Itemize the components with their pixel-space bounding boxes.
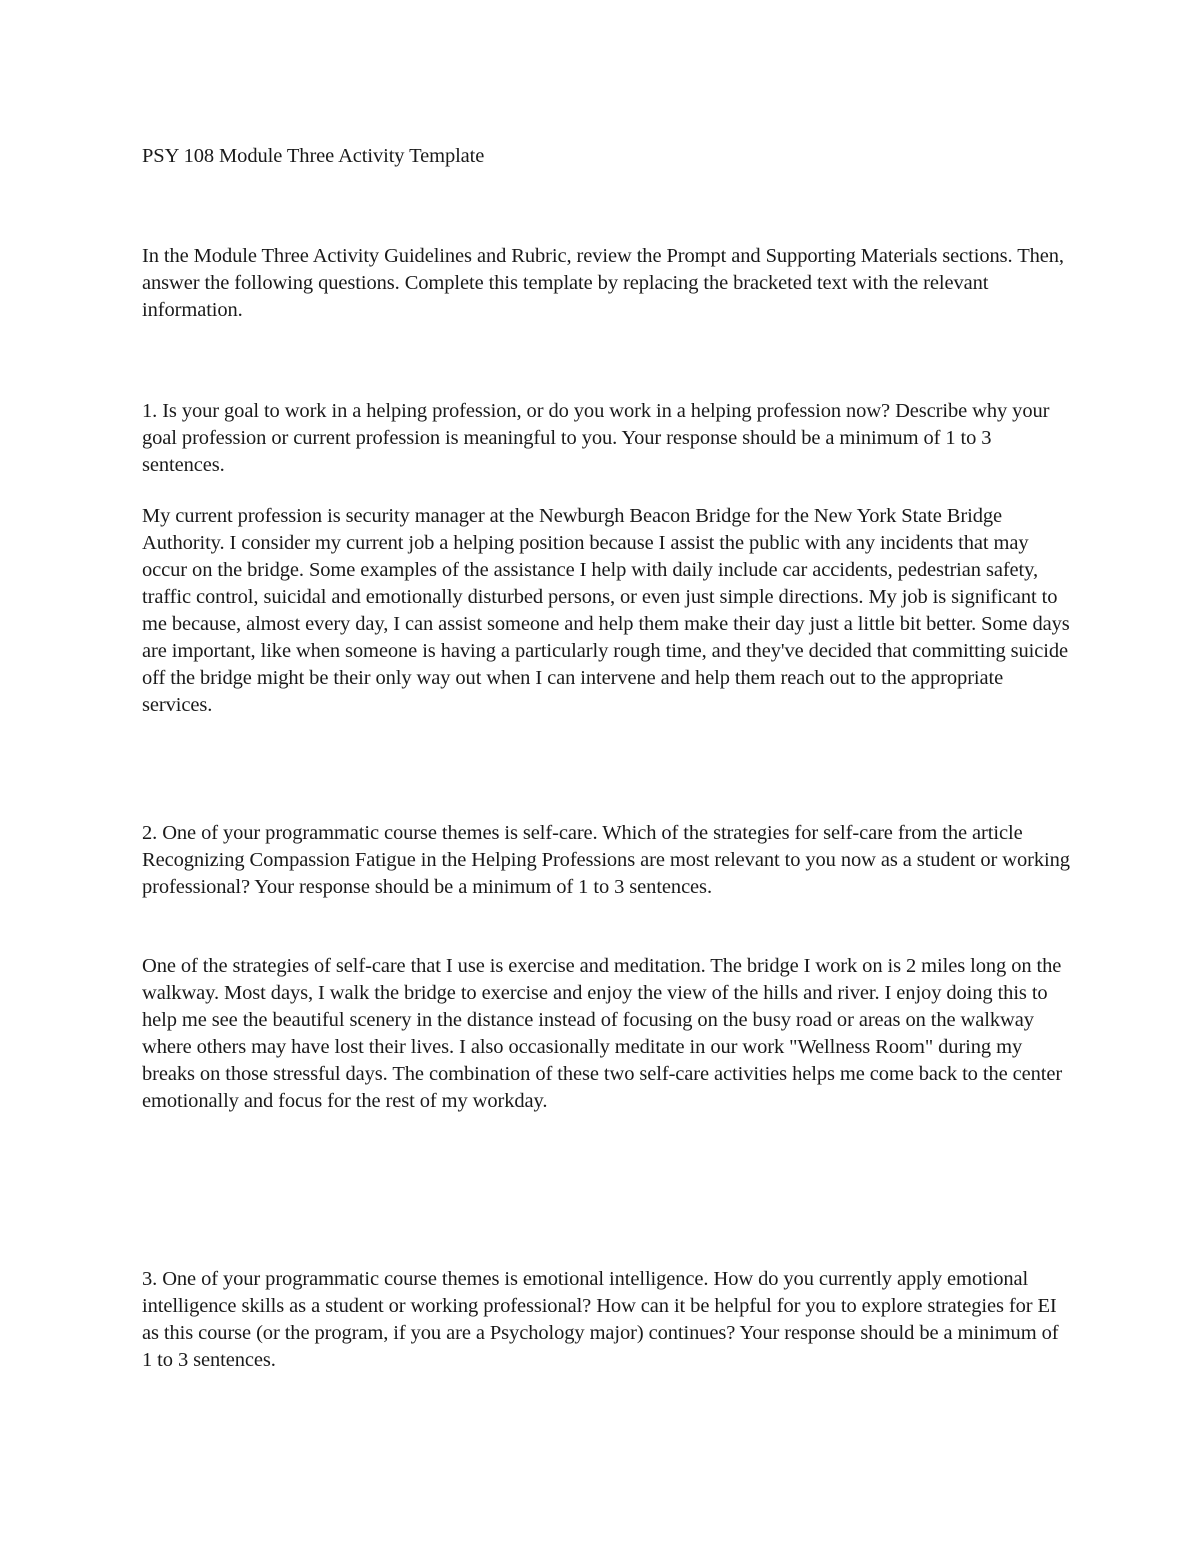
question-1-answer: My current profession is security manager at the Newburgh Beacon Bridge for the New York State Bridge Authority. I consider my current job a helping position because I assist the public with any incidents that may occur on the bridge. Some examples of the assistance I help with daily include car accidents, pedestrian safety, traffic control, suicidal and emotionally disturbed persons, or even just simple directions. My job is significant to me because, almost every day, I can assist someone and help them make their day just a little bit better. Some days are important, like when someone is having a particularly rough time, and they've decided that committing suicide off the bridge might be their only way out when I can intervene and help them reach out to the appropriate services.	[142, 505, 1070, 716]
question-2-answer: One of the strategies of self-care that I use is exercise and meditation. The bridge I work on is 2 miles long on the walkway. Most days, I walk the bridge to exercise and enjoy the view of the hills and river. I enjoy doing this to help me see the beautiful scenery in the distance instead of focusing on the busy road or areas on the walkway where others may have lost their lives. I also occasionally meditate in our work "Wellness Room" during my breaks on those stressful days. The combination of these two self-care activities helps me come back to the center emotionally and focus for the rest of my workday.	[142, 955, 1063, 1112]
question-2-prompt: 2. One of your programmatic course themes is self-care. Which of the strategies for self-care from the article Recognizing Compassion Fatigue in the Helping Professions are most relevant to you now as a student or working professional? Your response should be a minimum of 1 to 3 sentences.	[142, 822, 1070, 898]
document-title: PSY 108 Module Three Activity Template	[142, 145, 485, 167]
question-1-prompt: 1. Is your goal to work in a helping profession, or do you work in a helping profession now? Describe why your goal profession or current profession is meaningful to you. Your response should be a minimum of 1 to 3 sentences.	[142, 400, 1050, 476]
question-3-prompt: 3. One of your programmatic course themes is emotional intelligence. How do you currently apply emotional intelligence skills as a student or working professional? How can it be helpful for you to explore strategies for EI as this course (or the program, if you are a Psychology major) continues? Your response should be a minimum of 1 to 3 sentences.	[142, 1268, 1059, 1371]
intro-paragraph: In the Module Three Activity Guidelines and Rubric, review the Prompt and Supporting Materials sections. Then, answer the following questions. Complete this template by replacing the bracketed text with the relevant information.	[142, 245, 1064, 321]
